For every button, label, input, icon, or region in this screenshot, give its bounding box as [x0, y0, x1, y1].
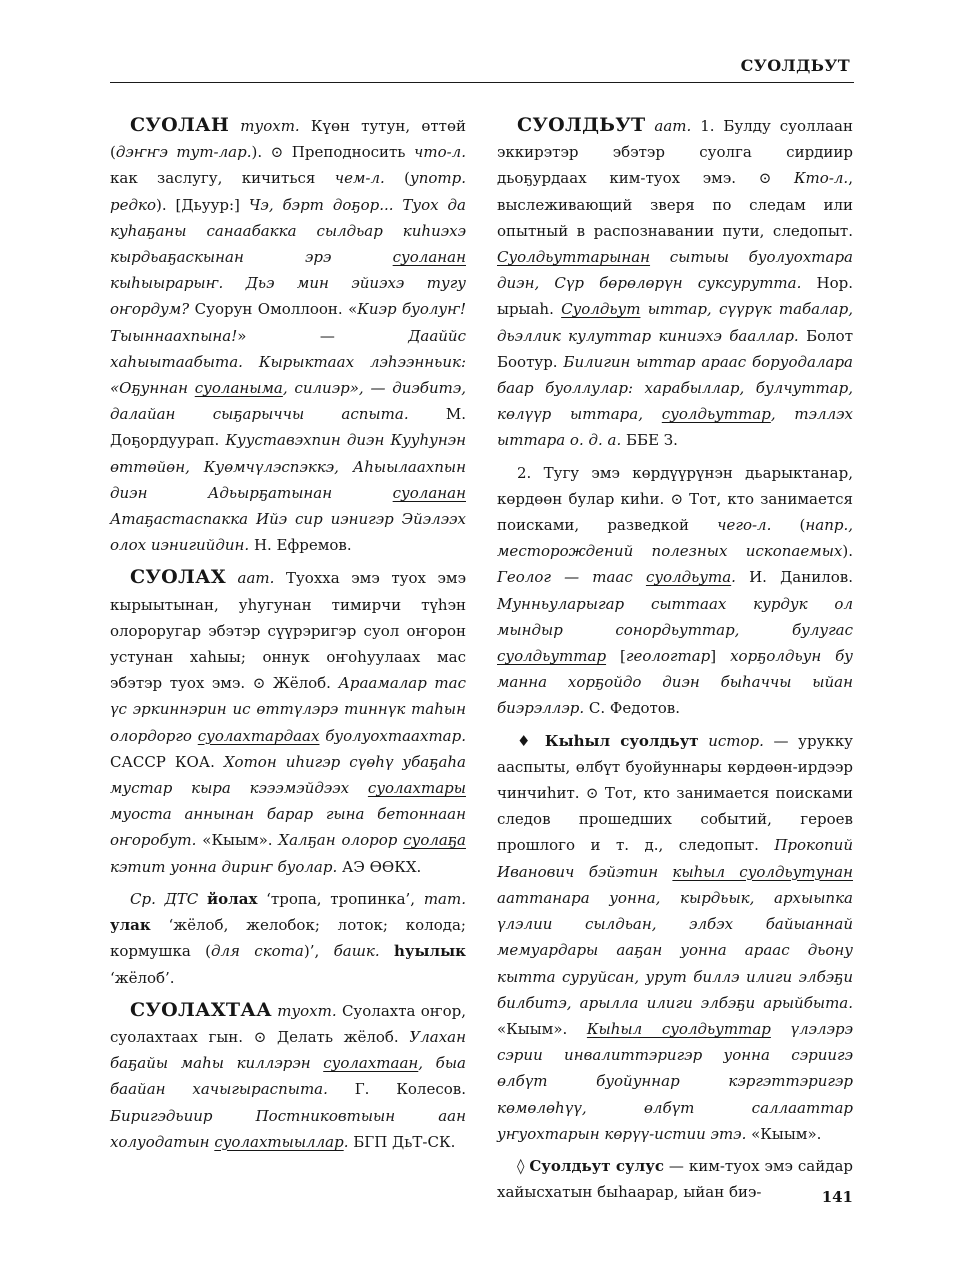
entry-text: ББЕ З. [621, 431, 678, 450]
entry-text [380, 942, 394, 960]
italic-text: чего-л. [717, 516, 772, 535]
italic-text: туохт. [240, 117, 300, 135]
italic-text: буолуохтаахтар. [319, 726, 466, 745]
entry-text: ). ⊙ Преподносить [251, 143, 415, 162]
italic-text: сытыы буолуохтара диэн, Сүр бөрөлөрүн суксуруттa. [497, 248, 853, 293]
italic-text: , быа баайан хачыгыраспыта. [110, 1054, 466, 1099]
italic-text: Улахан баҕайы маһы киллэрэн [110, 1027, 466, 1073]
example-keyword: Суолдьуттарынан [497, 248, 651, 267]
bold-term: йолах [207, 889, 258, 908]
example-keyword: суоланан [392, 248, 466, 267]
entry-text: «Кыым». [497, 1019, 587, 1038]
italic-text: употр. редко [110, 169, 466, 214]
italic-text: Чэ, бэрт доҕор... Туох да куһаҕаны санаабакка сылдьар киһиэхэ кырдьаҕаскынан эрэ [110, 195, 466, 267]
example-keyword: суолдьуттар [661, 405, 771, 424]
bold-term: һуылык [393, 942, 466, 961]
italic-text: Биригэдьиир Постниковтыын аан холуодатын [110, 1106, 466, 1151]
headword: СУОЛАХ [130, 566, 226, 589]
entry-text: [ [606, 647, 626, 666]
entry-text: , выслеживающий зверя по следам или опытный в распознавании пути, следопыт. [497, 169, 853, 240]
italic-text: геологтар [625, 647, 711, 666]
entry-text: «Кыым». [746, 1124, 822, 1143]
dictionary-entry [497, 460, 853, 722]
entry-text: АЭ ӨӨКХ. [337, 857, 422, 876]
italic-text: Билигин ыттар араас боруодалара баар буоллулар: харабыллар, булчуттар, көлүүр ыттара, [497, 352, 853, 424]
italic-text: . [343, 1132, 349, 1151]
entry-text: И. Данилов. [735, 568, 853, 587]
dictionary-entry [110, 997, 466, 1155]
entry-text: Болот Боотур. [497, 326, 853, 371]
page-header [110, 52, 854, 83]
page-number: 141 [821, 1188, 853, 1206]
italic-text: дэҥҥэ тут-лар. [115, 143, 252, 162]
entry-text: САССР КОА. [110, 752, 224, 771]
entry-text: ◊ [517, 1156, 530, 1175]
bold-term: Кыһыл суолдьут [544, 731, 699, 750]
entry-text: ( [771, 516, 806, 535]
italic-text: , силиэр», — диэбитэ, далайан сыҕарыччы аспыта. [110, 379, 467, 424]
right-column [497, 112, 853, 1205]
italic-text: Дааййс хаһыытаабыта. Кырыктаах лэһээнньик: «Оҕуннан [110, 326, 466, 398]
bold-term: Суолдьут сулус [529, 1156, 664, 1175]
entry-text: 2. Тугу эмэ көрдүүрүнэн дьарыктанар, көрдөөн булар киһи. ⊙ Тот, кто занимается поисками, разведкой [497, 463, 853, 535]
italic-text: аат. [237, 569, 275, 588]
entry-text: ‘жёлоб’. [110, 968, 175, 987]
entry-text: ( [384, 169, 410, 188]
example-keyword: суолахтардаах [197, 726, 320, 745]
entry-text: Нор. ырыаһ. [497, 274, 854, 319]
entry-text: )’, [303, 942, 334, 961]
italic-text: истор. [708, 731, 764, 750]
italic-text: муоста аннынан барар гына бетоннаан оҥоробут. [110, 805, 466, 850]
entry-text: ] [710, 647, 731, 666]
entry-text [198, 890, 207, 908]
entry-text: » — [237, 326, 409, 345]
italic-text: кыһыырарыҥ. Дьэ мин эйиэхэ тугу оҥордум? [110, 274, 466, 319]
italic-text: что-л. [414, 143, 466, 162]
italic-text: , тэллэх ыттара о. д. а. [497, 405, 853, 450]
entry-text: Туохха эмэ туох эмэ кырыытынан, уһугунан тимирчи түһэн олороругар эбэтэр сүүрэригэр суол оҥорон устунан хаһыы; оннук оҥоһуулаах мас эбэтэр туох эмэ. ⊙ Жёлоб. [110, 569, 466, 693]
italic-text: ааттанара уонна, кырдьык, архыыпка үлэлии сылдьан, элбэх байыаннай мемуардары ааҕан уонна араас дьону кытта суруйсан, урут биллэ илиги элбэҕи билбитэ, арылла илиги элбэҕи арыйбыта. [497, 888, 853, 1012]
entry-text: БГП ДьТ-СК. [348, 1132, 456, 1151]
example-keyword: суолахтары [367, 779, 466, 798]
entry-text: Г. Колесов. [327, 1080, 466, 1099]
headword: СУОЛАХТАА [130, 998, 272, 1021]
entry-text: Суорун Омоллоон. « [189, 300, 358, 319]
italic-text: . [731, 568, 736, 587]
italic-text: туохт. [277, 1001, 337, 1020]
italic-text: кэтит уонна дириҥ буолар. [110, 857, 338, 876]
italic-text: Геолог — таас [497, 568, 646, 587]
italic-text: напр., месторождений полезных ископаемых [497, 516, 853, 561]
italic-text: Атаҕастаспакка Ийэ сир иэнигэр Эйэлээх олох иэнигийдин. [110, 510, 466, 555]
example-keyword: суоланан [392, 483, 466, 502]
running-head: СУОЛДЬУТ [740, 56, 850, 75]
entry-text: ♦ [517, 731, 545, 750]
dictionary-entry [110, 886, 466, 991]
entry-text [226, 569, 238, 587]
italic-text: Ср. ДТС [130, 889, 199, 908]
entry-text: — ким-туох эмэ сайдар хайысхатын быһаарар, ыйан биэ- [497, 1156, 853, 1202]
entry-text: 1. Булду суоллаан эккирэтэр эбэтэр суолга сирдиир дьоҕурдаах ким-туох эмэ. ⊙ [497, 117, 853, 188]
bold-term: улак [110, 916, 151, 935]
dictionary-entry [497, 112, 853, 454]
italic-text: Киэр буолуҥ! Тыыннаахпына! [110, 300, 467, 345]
italic-text: ыттар, сүүрүк табалар, дьэллик кулуттар киниэхэ бааллар. [497, 300, 853, 345]
example-keyword: кыһыл суолдьутунан [672, 862, 853, 881]
italic-text: Хотон иһигэр сүөһү убаҕаһа мустар кыра кэээмэйдээх [110, 752, 466, 798]
entry-text: ‘тропа, тропинка’, [257, 889, 424, 908]
headword: СУОЛДЬУТ [517, 114, 646, 136]
italic-text: Кто-л. [793, 169, 849, 188]
entry-text: как заслугу, кичиться [110, 169, 335, 188]
entry-text: С. Федотов. [584, 699, 681, 718]
headword: СУОЛАН [130, 114, 230, 136]
entry-text [699, 732, 709, 750]
italic-text: чем-л. [334, 169, 385, 188]
italic-text: Халҕан олорор [278, 831, 404, 850]
example-keyword: суолдьута [645, 568, 732, 587]
example-keyword: Суолдьут [561, 300, 641, 319]
dictionary-entry [110, 112, 466, 558]
example-keyword: суолахтыыллар [214, 1132, 344, 1151]
entry-text: «Кыым». [196, 831, 279, 850]
entry-text [229, 117, 240, 135]
entry-text: ). [842, 542, 853, 561]
example-keyword: суолдьуттар [497, 647, 607, 666]
entry-text: ). [Дьуур:] [155, 195, 249, 214]
entry-text: Күөн тутун, өттөй ( [110, 117, 466, 162]
entry-text: ‘жёлоб, желобок; лоток; колода; кормушка ( [110, 916, 466, 961]
example-keyword: суолаҕа [403, 831, 466, 850]
italic-text: Араамалар тас үс эркиннэрин ис өттүлэрэ тиннүк таһын олордорго [110, 674, 466, 745]
dictionary-entry [110, 564, 466, 879]
dictionary-entry [497, 728, 853, 1147]
entry-text: Суолахта оҥор, суолахтаах гын. ⊙ Делать жёлоб. [110, 1001, 466, 1046]
italic-text: үлэлэрэ сэрии инвалиттэригэр уонна сэриигэ өлбүт буойуннар кэргэттэригэр көмөлөһүү, өлбүт саллааттар уҥуохтарын көрүү-истии этэ. [497, 1019, 853, 1143]
italic-text: для скота [210, 942, 304, 961]
example-keyword: Кыһыл суолдьуттар [586, 1019, 771, 1038]
italic-text: Прокопий Иванович бэйэтин [497, 836, 853, 881]
italic-text: аат. [654, 117, 692, 135]
italic-text: тат. [423, 889, 466, 908]
italic-text: Мунньуларыгар сыттаах курдук ол мындыр сонордьуттар, булугас [497, 594, 853, 639]
left-column [110, 112, 466, 1155]
entry-text: М. Доҕордуурап. [110, 405, 466, 450]
example-keyword: суолахтаан [323, 1054, 419, 1073]
entry-text: — урукку ааспыты, өлбүт буойуннары көрдөөн-ирдээр чинчиһит. ⊙ Тот, кто занимается поисками следов прошедших событий, героев прошлого и т. д., следопыт. [497, 731, 853, 855]
italic-text: Кууставэхпин диэн Кууһунэн өттөйөн, Куөмчүлэспэккэ, Аһыылаахпын диэн Адьырҕатынан [110, 431, 466, 502]
dictionary-entry [497, 1153, 853, 1205]
italic-text: хорҕолдьун бу манна хорҕойдо диэн быһаччы ыйан биэрэллэр. [497, 647, 854, 718]
entry-text: Н. Ефремов. [249, 536, 352, 555]
italic-text: башк. [333, 942, 380, 961]
example-keyword: суоланыма [194, 379, 283, 398]
